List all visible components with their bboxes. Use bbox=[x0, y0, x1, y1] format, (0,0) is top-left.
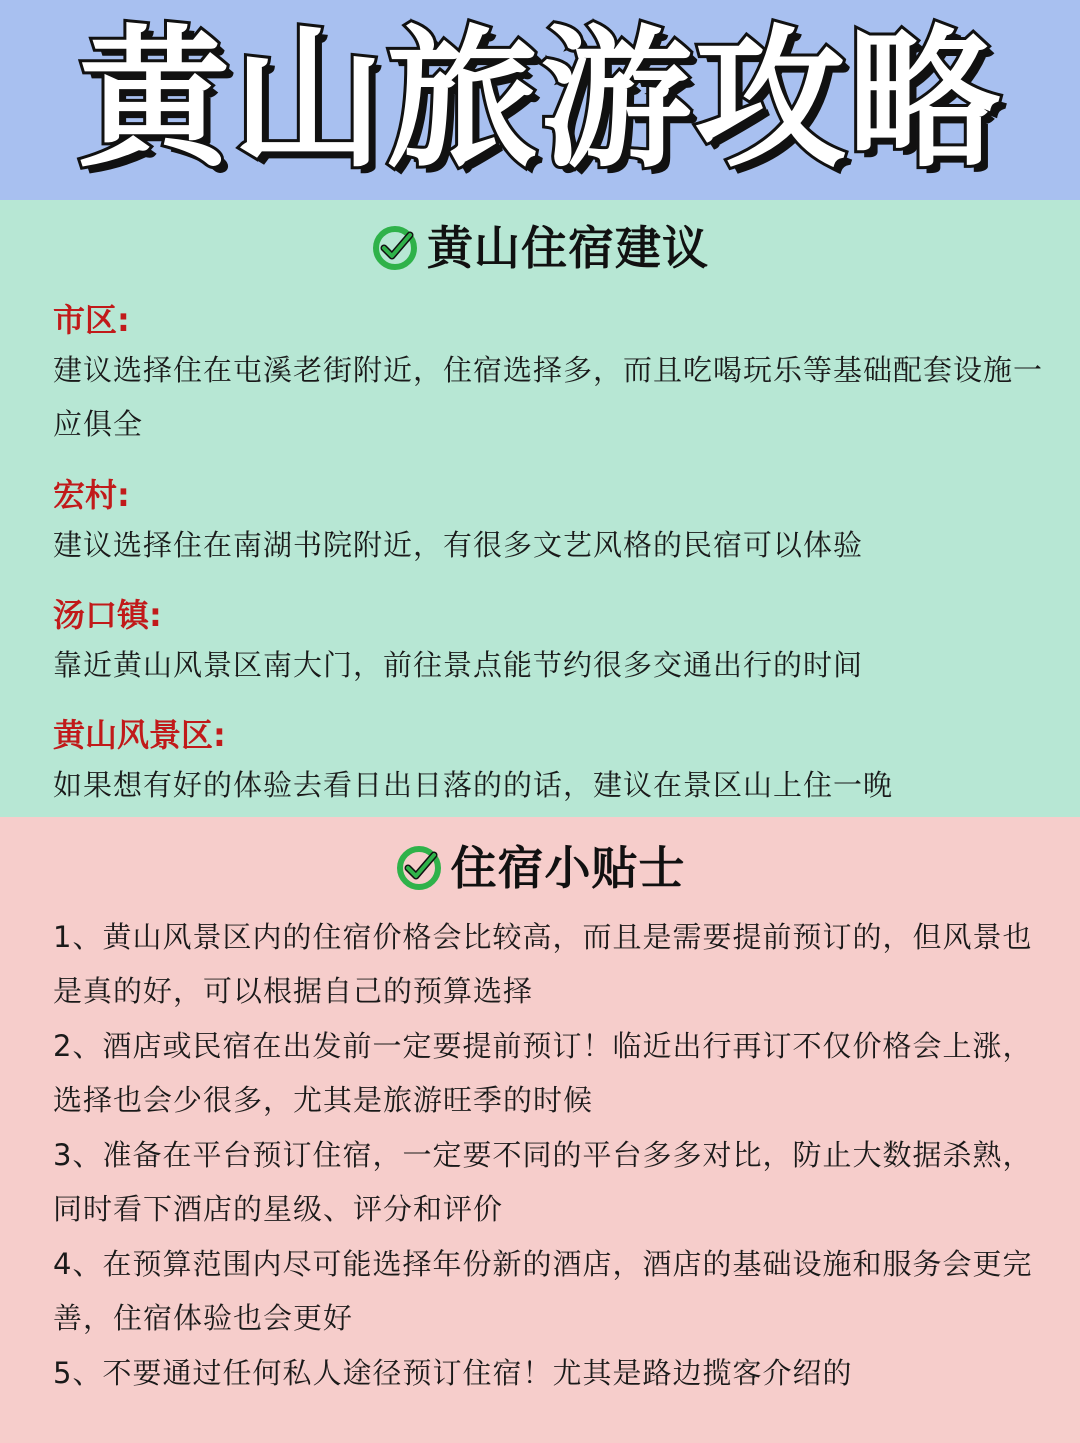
tips-section bbox=[0, 817, 1080, 1443]
page-title: 黄山旅游攻略 bbox=[78, 11, 1002, 188]
tips-heading bbox=[0, 840, 1080, 896]
area-label-tangkou: 汤口镇: bbox=[53, 596, 162, 634]
area-label-hongcun: 宏村: bbox=[53, 476, 130, 514]
tip-item-1: 1、黄山风景区内的住宿价格会比较高，而且是需要提前预订的，但风景也是真的好，可以根据自己的预算选择 bbox=[53, 920, 1033, 1008]
accommodation-heading bbox=[0, 220, 1080, 276]
header-banner bbox=[0, 0, 1080, 200]
accommodation-heading-text: 黄山住宿建议 bbox=[427, 221, 709, 275]
check-circle-icon bbox=[395, 844, 443, 892]
area-text-hongcun: 建议选择住在南湖书院附近，有很多文艺风格的民宿可以体验 bbox=[53, 528, 864, 562]
area-label-scenic: 黄山风景区: bbox=[53, 716, 226, 754]
area-text-city: 建议选择住在屯溪老街附近，住宿选择多，而且吃喝玩乐等基础配套设施一应俱全 bbox=[53, 353, 1044, 441]
tip-item-2: 2、酒店或民宿在出发前一定要提前预订！临近出行再订不仅价格会上涨，选择也会少很多，尤其是旅游旺季的时候 bbox=[53, 1029, 1033, 1117]
area-text-scenic: 如果想有好的体验去看日出日落的的话，建议在景区山上住一晚 bbox=[53, 768, 894, 802]
tips-heading-text: 住宿小贴士 bbox=[450, 841, 686, 895]
accommodation-section bbox=[0, 200, 1080, 817]
tip-item-4: 4、在预算范围内尽可能选择年份新的酒店，酒店的基础设施和服务会更完善，住宿体验也会更好 bbox=[53, 1247, 1033, 1335]
tip-item-3: 3、准备在平台预订住宿，一定要不同的平台多多对比，防止大数据杀熟，同时看下酒店的星级、评分和评价 bbox=[53, 1138, 1033, 1226]
tip-item-5: 5、不要通过任何私人途径预订住宿！尤其是路边揽客介绍的 bbox=[53, 1356, 853, 1390]
area-label-city: 市区: bbox=[53, 301, 130, 339]
check-circle-icon bbox=[371, 224, 419, 272]
area-text-tangkou: 靠近黄山风景区南大门，前往景点能节约很多交通出行的时间 bbox=[53, 648, 864, 682]
